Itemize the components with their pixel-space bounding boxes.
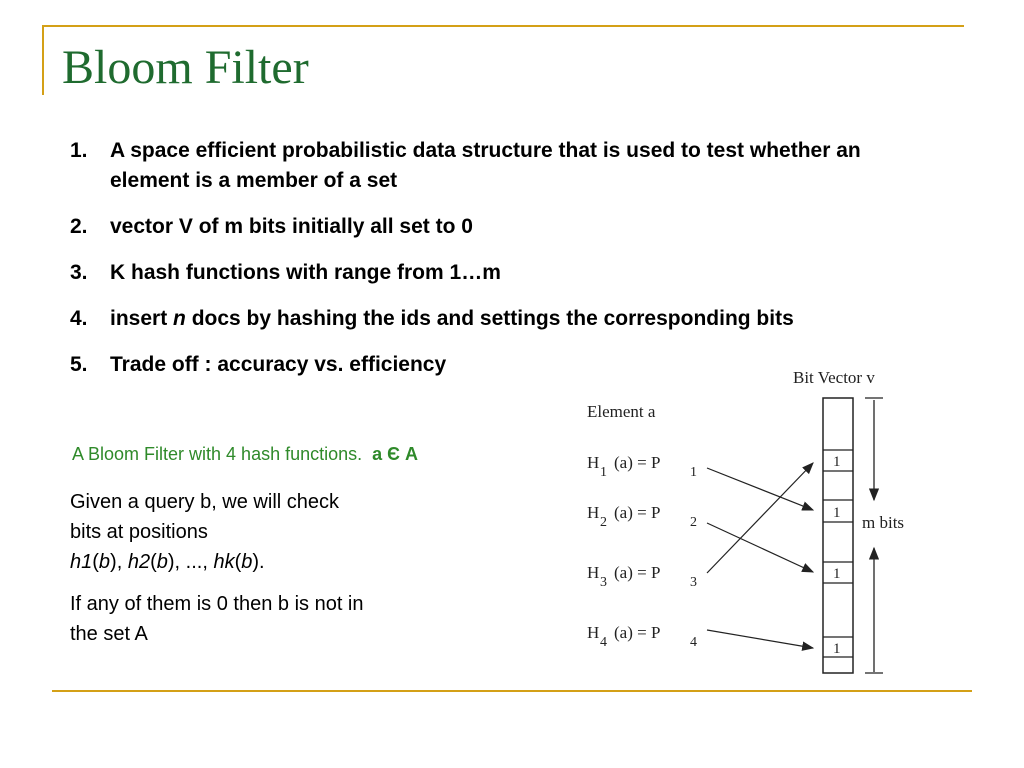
hash-arrow-2 (707, 523, 813, 572)
frame-left-accent (42, 25, 44, 95)
bit-value: 1 (833, 505, 841, 521)
bit-value: 1 (833, 641, 841, 657)
query-paragraph: Given a query b, we will check bits at positions h1(b), h2(b), ..., hk(b). (70, 491, 340, 573)
svg-text:(a) = P: (a) = P (614, 623, 661, 642)
svg-text:2: 2 (600, 515, 607, 530)
svg-text:1: 1 (600, 465, 607, 480)
hash-arrow-1 (707, 468, 813, 510)
frame-bottom-rule (52, 690, 972, 692)
svg-text:H: H (587, 623, 600, 642)
svg-text:H: H (587, 563, 600, 582)
result-paragraph: If any of them is 0 then b is not in the set A (70, 593, 364, 645)
slide-title: Bloom Filter (62, 41, 309, 94)
figure-caption: A Bloom Filter with 4 hash functions. a Є A (72, 444, 418, 464)
bit-vector (823, 398, 853, 673)
list-item: 1. A space efficient probabilistic data structure that is used to test whether an element is a member of a set (70, 139, 861, 192)
query-explanation (70, 487, 370, 661)
svg-text:H: H (587, 453, 600, 472)
svg-text:H: H (587, 503, 600, 522)
list-item: 2. vector V of m bits initially all set to 0 (70, 215, 473, 238)
frame-top-rule (42, 25, 964, 27)
list-item: 5. Trade off : accuracy vs. efficiency (70, 353, 447, 376)
hash-arrow-3 (707, 463, 813, 573)
bloom-filter-diagram (580, 360, 940, 690)
hash-function-label (587, 503, 697, 530)
svg-text:3: 3 (690, 575, 697, 590)
svg-text:(a) = P: (a) = P (614, 563, 661, 582)
bit-value: 1 (833, 566, 841, 582)
bit-value: 1 (833, 454, 841, 470)
svg-text:3: 3 (600, 575, 607, 590)
hash-arrow-4 (707, 630, 813, 648)
list-item: 3. K hash functions with range from 1…m (70, 261, 501, 284)
svg-text:2: 2 (690, 515, 697, 530)
element-label: Element a (587, 402, 656, 421)
svg-text:(a) = P: (a) = P (614, 503, 661, 522)
svg-text:1: 1 (690, 465, 697, 480)
svg-text:4: 4 (690, 635, 697, 650)
m-bits-label: m bits (862, 513, 905, 532)
hash-function-label (587, 623, 697, 650)
bullet-list (70, 136, 930, 396)
svg-text:(a) = P: (a) = P (614, 453, 661, 472)
hash-function-label (587, 563, 697, 590)
hash-function-label (587, 453, 697, 480)
svg-text:4: 4 (600, 635, 607, 650)
bit-vector-label: Bit Vector v (793, 368, 875, 387)
list-item: 4. insert n docs by hashing the ids and settings the corresponding bits (70, 307, 794, 330)
bit-cell-dividers (823, 450, 853, 657)
